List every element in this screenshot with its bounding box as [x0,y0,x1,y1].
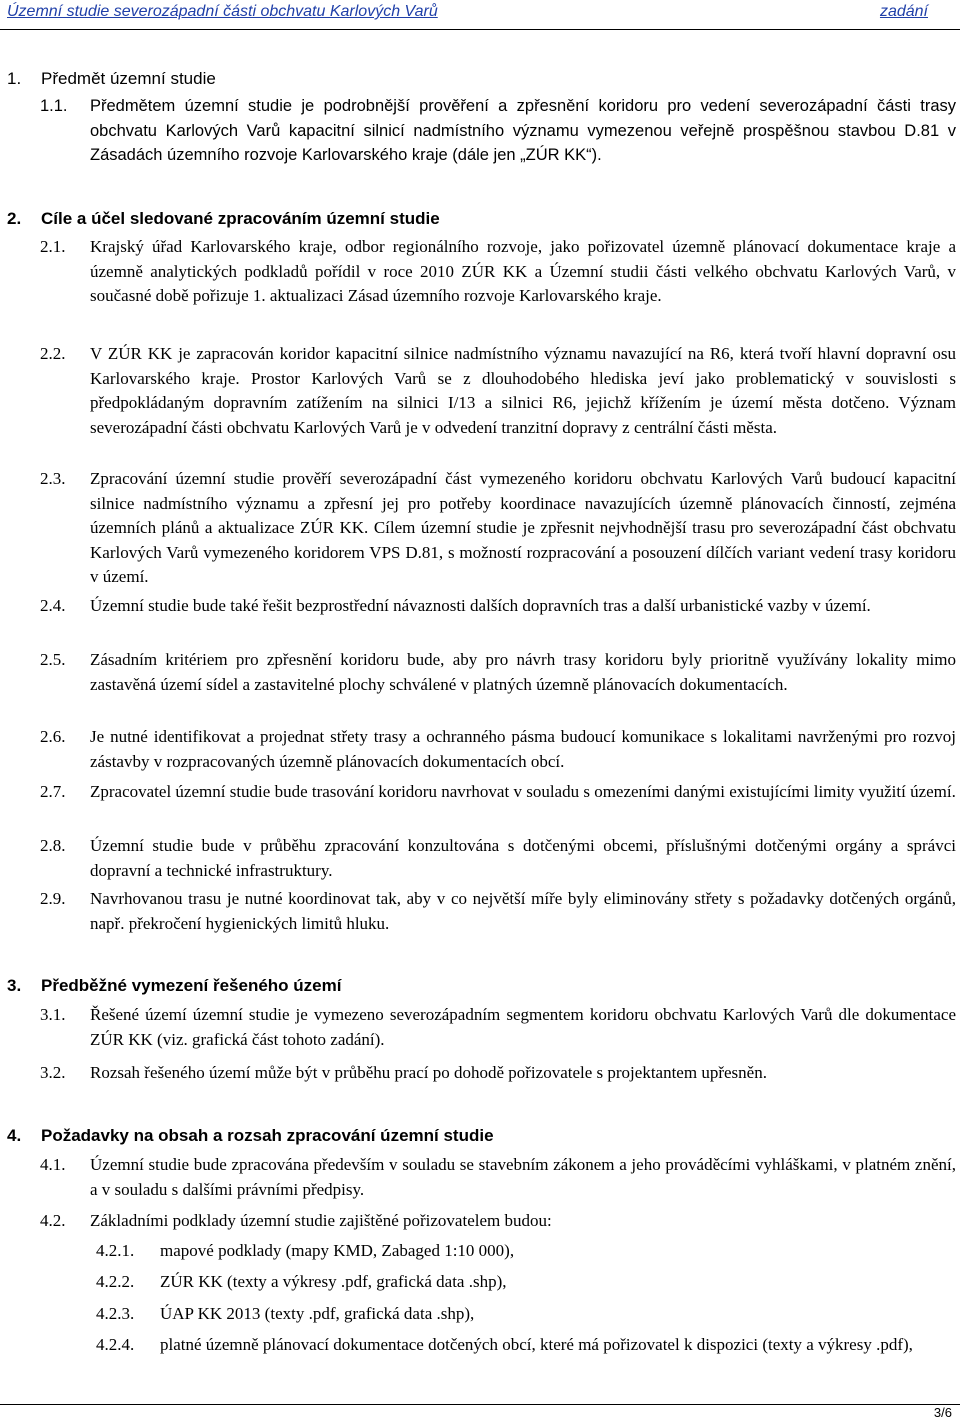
item-text: Územní studie bude zpracována především v souladu se stavebním zákonem a jeho prováděcími vyhláškami, v platném znění, a v souladu s dalšími právními předpisy. [90,1155,956,1199]
item-number: 2.7. [40,782,66,801]
section-heading-4: 4. Požadavky na obsah a rozsah zpracování územní studie [7,1126,494,1145]
item-number: 1.1. [40,97,68,115]
item-text: Zpracování územní studie prověří severozápadní část vymezeného koridoru obchvatu Karlových Varů budoucí kapacitní silnice nadmístního významu a zpřesní jej pro potřeby koordinace navazujících územně plánovacích činností, zejména územních plánů a aktualizace ZÚR KK. Cílem územní studie je zpřesnit nejvhodnější trasu pro severozápadní část obchvatu Karlových Varů vymezeného koridorem VPS D.81, s možností rozpracování a posouzení dílčích variant vedení trasy koridoru v území. [90,469,956,586]
subitem-number: 4.2.1. [96,1241,135,1260]
list-item [40,594,956,619]
item-number: 2.5. [40,650,66,669]
item-text: Navrhovanou trasu je nutné koordinovat tak, aby v co největší míře byly eliminovány střety s požadavky dotčených orgánů, např. překročení hygienických limitů hluku. [90,889,956,933]
subitem-number: 4.2.2. [96,1272,135,1291]
subitem-text: ÚAP KK 2013 (texty .pdf, grafická data .shp), [160,1304,475,1323]
list-item [40,648,956,697]
list-item [40,1153,956,1202]
item-number: 4.1. [40,1155,66,1174]
item-number: 4.2. [40,1211,66,1230]
header-label[interactable]: zadání [879,3,928,20]
page-number: 3/6 [933,1405,952,1420]
item-number: 3.1. [40,1005,66,1024]
item-text: Předmětem územní studie je podrobnější prověření a zpřesnění koridoru pro vedení severozápadní části trasy obchvatu Karlových Varů kapacitní silnicí nadmístního významu vymezenou veřejně prospěšnou stavbou D.81 v Zásadách územního rozvoje Karlovarského kraje (dále jen „ZÚR KK“). [90,97,956,164]
item-number: 3.2. [40,1063,66,1082]
item-text: V ZÚR KK je zapracován koridor kapacitní silnice nadmístního významu navazující na R6, která tvoří hlavní dopravní osu Karlovarského kraje. Prostor Karlových Varů se z dlouhodobého hlediska jeví jako problematický v souvislosti s předpokládaným dopravním zatížením na silnici I/13 a silnici R6, jejichž křížením je území města dotčeno. Význam severozápadní části obchvatu Karlových Varů je v odvedení tranzitní dopravy z centrální části města. [90,344,956,437]
item-text: Územní studie bude v průběhu zpracování konzultována s dotčenými obcemi, příslušnými dotčenými orgány a správci dopravní a technické infrastruktury. [90,836,956,880]
sub-list-item [96,1333,956,1358]
subitem-text: mapové podklady (mapy KMD, Zabaged 1:10 000), [160,1241,515,1260]
header-title[interactable]: Územní studie severozápadní části obchvatu Karlových Varů [7,3,438,20]
subitem-number: 4.2.3. [96,1304,135,1323]
item-text: Řešené území územní studie je vymezeno severozápadním segmentem koridoru obchvatu Karlových Varů dle dokumentace ZÚR KK (viz. grafická část tohoto zadání). [90,1005,956,1049]
section-title-1: Předmět územní studie [41,69,216,88]
list-item [40,834,956,883]
sub-list-item [96,1302,956,1327]
item-number: 2.3. [40,469,66,488]
item-number: 2.2. [40,344,66,363]
subitem-number: 4.2.4. [96,1335,135,1354]
subitem-text: ZÚR KK (texty a výkresy .pdf, grafická data .shp), [160,1272,507,1291]
item-number: 2.8. [40,836,66,855]
list-item [40,467,956,590]
section-title-4: Požadavky na obsah a rozsah zpracování územní studie [41,1126,494,1145]
item-number: 2.6. [40,727,66,746]
list-item [40,235,956,309]
section-title-2: Cíle a účel sledované zpracováním územní studie [41,209,440,228]
item-text: Rozsah řešeného území může být v průběhu prací po dohodě pořizovatele s projektantem upřesněn. [90,1063,767,1082]
list-item [40,780,956,805]
item-text: Je nutné identifikovat a projednat střety trasy a ochranného pásma budoucí komunikace s lokalitami navrženými pro rozvoj zástavby v rozpracovaných územně plánovacích dokumentacích obcí. [90,727,956,771]
item-number: 2.1. [40,237,66,256]
section-heading-1: 1. Předmět územní studie [7,69,216,88]
sub-list-item [96,1270,956,1295]
item-number: 2.9. [40,889,66,908]
item-text: Zpracovatel územní studie bude trasování koridoru navrhovat v souladu s omezeními danými existujícími limity využití území. [90,782,956,801]
list-item [40,1003,956,1052]
item-number: 2.4. [40,596,66,615]
subitem-text: platné územně plánovací dokumentace dotčených obcí, které má pořizovatel k dispozici (texty a výkresy .pdf), [160,1335,913,1354]
list-item [40,725,956,774]
item-text: Zásadním kritériem pro zpřesnění koridoru bude, aby pro návrh trasy koridoru byly prioritně využívány lokality mimo zastavěná území sídel a zastavitelné plochy schválené v platných územně plánovacích dokumentacích. [90,650,956,694]
sub-list-item [96,1239,956,1264]
section-title-3: Předběžné vymezení řešeného území [41,976,342,995]
list-item [40,1209,956,1234]
item-text: Územní studie bude také řešit bezprostřední návaznosti dalších dopravních tras a další urbanistické vazby v území. [90,596,871,615]
list-item [40,94,956,168]
list-item [40,887,956,936]
footer-divider [0,1404,960,1405]
list-item [40,342,956,440]
section-heading-2: 2. Cíle a účel sledované zpracováním územní studie [7,209,440,228]
list-item [40,1061,956,1086]
item-text: Krajský úřad Karlovarského kraje, odbor regionálního rozvoje, jako pořizovatel územně plánovací dokumentace kraje a územně analytických podkladů pořídil v roce 2010 ZÚR KK a Územní studii části velkého obchvatu Karlových Varů, v současné době pořizuje 1. aktualizaci Zásad územního rozvoje Karlovarského kraje. [90,237,956,305]
section-heading-3: 3. Předběžné vymezení řešeného území [7,976,342,995]
item-text: Základními podklady územní studie zajištěné pořizovatelem budou: [90,1211,552,1230]
